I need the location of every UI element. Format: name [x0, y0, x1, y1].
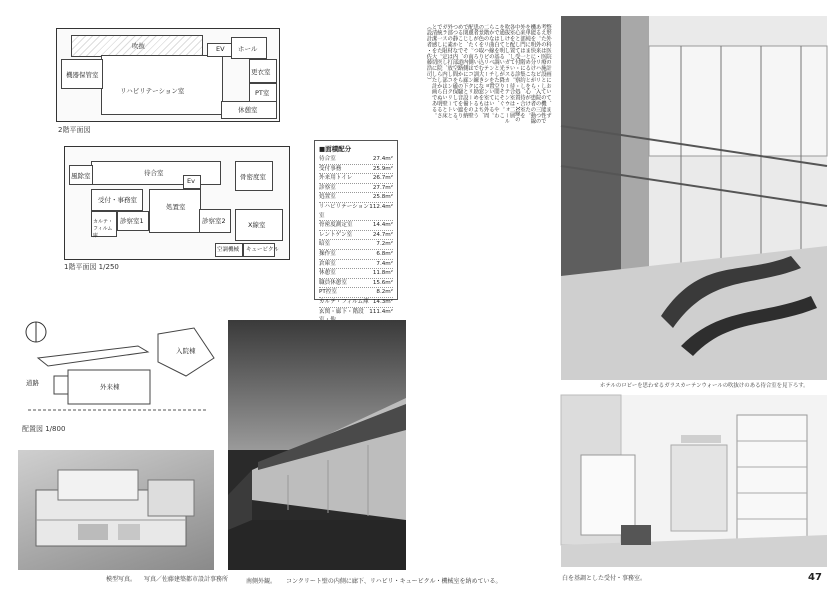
area-row-name: 休憩室: [319, 270, 336, 277]
archive-room: [91, 211, 117, 237]
text-column: 各室を配置している。待合室は二層: [508, 24, 515, 119]
lobby-caption: ホテルのロビーを思わせるガラスカーテンウォールの吹抜けのある待合室を見下ろす。: [600, 383, 809, 389]
area-row-name: 職員休憩室: [319, 279, 347, 286]
plan-title: 2階平面図: [58, 126, 91, 134]
text-column: を単純にまとめることを心がけた。: [524, 24, 531, 119]
model-caption-credit: 写真／佐藤建築都市設計事務所: [143, 576, 228, 583]
area-table-row: [319, 279, 393, 289]
interior-photo-reception-image: [561, 395, 827, 567]
text-column: で閉じ、その内側に廊下と設備を納: [461, 24, 468, 119]
area-row-name: 玄関・廊下・階段: [319, 308, 364, 315]
room-label: リハビリテーション室: [120, 87, 185, 95]
area-table-row: [319, 165, 393, 175]
site-plan-title: 配置図 1/800: [22, 425, 66, 433]
site-label-road: 道路: [26, 379, 39, 387]
area-table-row: [319, 260, 393, 270]
bone-density-room: [235, 161, 273, 191]
first-floor-plan: [64, 146, 290, 260]
text-column: つつ静かな内部空間を確保している。: [451, 24, 458, 125]
room-label: 更衣室: [251, 68, 271, 76]
interior-photo-lobby-image: [561, 16, 827, 380]
exterior-caption-desc: コンクリート壁の内側に廊下、リハビリ・キュービクル・機械室を納めている。: [285, 578, 502, 585]
text-column: で統一した。医院らしからぬ明るさ: [435, 24, 442, 119]
area-table-heading: ■面積配分: [319, 145, 352, 153]
reception-office: [91, 189, 143, 211]
cubicle: [243, 243, 279, 257]
area-row-name: 暗室: [319, 241, 331, 248]
area-row-value: 11.8m²: [372, 270, 393, 277]
exam-room-2: [199, 209, 231, 233]
area-row-value: 7.4m²: [376, 260, 393, 267]
area-table-row: [319, 240, 393, 250]
model-caption-label: 模型写真。: [106, 576, 137, 583]
model-caption: [106, 574, 228, 583]
area-row-name: リハビリテーション室: [319, 203, 369, 219]
locker-room: [249, 59, 277, 83]
site-label-outpatient: 外来棟: [100, 383, 120, 391]
area-row-value: 7.2m²: [376, 241, 393, 248]
text-column: 吹抜けとし、ガラスカーテンウォール: [503, 24, 510, 125]
interior-photo-reception: [561, 395, 827, 567]
exterior-photo: [228, 320, 406, 570]
room-label: X線室: [248, 221, 266, 229]
text-column: こでは白を基調とした空間に、やわ: [493, 24, 499, 119]
text-column: ある。外来・リハビリ・入院の三つの: [534, 24, 541, 125]
xray-room: [235, 209, 283, 241]
area-row-name: PT控室: [319, 289, 337, 296]
page-number: 47: [808, 572, 822, 583]
area-row-value: 27.7m²: [372, 184, 393, 191]
area-row-value: 15.6m²: [372, 279, 393, 286]
area-table: [314, 140, 398, 315]
room-label: ホール: [238, 45, 258, 53]
text-column: 配慮した。南側はコンクリートの壁: [467, 24, 473, 119]
area-table-row: [319, 203, 393, 221]
area-row-name: 倉庫室: [319, 260, 336, 267]
area-table-row: [319, 155, 393, 165]
room-label: 受付・事務室: [98, 196, 137, 204]
waiting-room: [91, 161, 221, 185]
room-label: 休憩室: [238, 106, 258, 114]
exam-room-1: [117, 211, 149, 231]
air-machine-room: [215, 243, 243, 257]
area-table-row: [319, 298, 393, 308]
text-column: 二階のリハビリテーション室は外周: [482, 24, 489, 119]
room-label: Ev: [187, 177, 195, 185]
void-area: [71, 35, 203, 57]
text-column: 患者がくつろいで訓練に励めるよう: [472, 24, 479, 119]
room-label: 診察室2: [202, 217, 226, 225]
rehab-room: [101, 55, 223, 115]
room-label: PT室: [255, 89, 270, 97]
windbreak-room: [69, 165, 93, 185]
area-row-name: 診察室: [319, 184, 336, 191]
room-label: 診察室1: [120, 217, 144, 225]
area-row-name: 受付事務: [319, 165, 342, 172]
storage-room: [61, 59, 103, 89]
rest-room: [221, 101, 277, 119]
area-row-value: 14.4m²: [372, 222, 393, 229]
area-row-name: 待合室: [319, 156, 336, 162]
interior-photo-lobby: [561, 16, 827, 380]
area-row-value: 27.4m²: [372, 156, 393, 162]
text-column: （設計者・佐藤浩司）: [425, 24, 432, 83]
text-column: 機能を明快に分けながら、患者の動線: [529, 24, 536, 125]
text-column: 中心として受付・診察・処置・X線の: [513, 24, 520, 123]
area-row-value: 25.8m²: [372, 194, 393, 201]
text-column: の景色を取り込む大きな窓をもち、: [477, 24, 484, 119]
room-label: 空調機械: [217, 247, 240, 253]
site-label-ward: 入院棟: [176, 347, 196, 355]
room-label: 処置室: [166, 203, 186, 211]
site-plan-drawing: [18, 318, 218, 418]
model-photo-image: [18, 450, 214, 570]
area-table-row: [319, 221, 393, 231]
area-table-row: [319, 193, 393, 203]
pt-room: [249, 83, 277, 103]
room-label: 吹抜: [132, 42, 145, 50]
text-column: 外部の素材は打放しコンクリートと: [446, 24, 453, 119]
area-row-name: レントゲン室: [319, 231, 353, 238]
area-row-value: 111.4m²: [369, 308, 393, 315]
area-table-row: [319, 231, 393, 241]
text-column: めることで、道路からの騒音を遮り: [456, 24, 463, 119]
room-label: 機器保管室: [66, 71, 99, 79]
area-table-rows: [319, 155, 393, 335]
area-row-value: 26.7m²: [372, 175, 393, 182]
area-row-name: カルテ・フィルム庫: [319, 298, 369, 305]
room-label: 風除室: [71, 172, 91, 180]
text-column: らかな曲線のベンチを置いている。: [487, 24, 494, 119]
site-plan: [18, 318, 218, 418]
area-table-row: [319, 288, 393, 298]
text-column: 考えたのは医療施設としての機能性で: [539, 24, 546, 125]
area-row-value: 112.4m²: [369, 203, 393, 210]
plan-title: 1階平面図 1/250: [64, 263, 119, 271]
model-photo: [18, 450, 214, 570]
text-column: 整形外科医院の計画において、まず: [545, 24, 551, 119]
hall: [231, 37, 267, 59]
area-table-row: [319, 184, 393, 194]
area-row-value: 24.7m²: [372, 231, 393, 238]
area-row-value: 25.9m²: [372, 165, 393, 172]
room-label: カルテ・フィルム庫: [93, 219, 114, 239]
area-row-name: 骨密度測定室: [319, 222, 353, 229]
area-row-name: 外来用トイレ: [319, 175, 353, 182]
room-label: EV: [216, 45, 225, 53]
exterior-photo-image: [228, 320, 406, 570]
second-floor-plan: [56, 28, 280, 122]
body-text: [424, 10, 552, 580]
exterior-caption-label: 南側外観。: [246, 578, 277, 585]
text-column: を通して明るい光が降りそそぐ。こ: [498, 24, 505, 119]
area-row-name: 操作室: [319, 250, 336, 257]
text-column: と清潔感を大切にした計画である。: [430, 24, 437, 119]
room-label: キュービクル: [246, 247, 279, 253]
reception-caption: 白を基調とした受付・事務室。: [562, 575, 647, 582]
area-row-name: 処置室: [319, 194, 336, 201]
text-column: ガラスに限定し、内部は白い壁と床: [441, 24, 447, 119]
room-label: 待合室: [144, 169, 164, 177]
elevator: [183, 175, 201, 189]
room-label: 骨密度室: [240, 173, 266, 181]
text-column: 外来部門は一階に集約し、待合室を: [519, 24, 525, 119]
area-row-value: 14.3m²: [372, 298, 393, 305]
treatment-room: [149, 189, 201, 233]
area-table-row: [319, 250, 393, 260]
area-row-value: 6.8m²: [376, 250, 393, 257]
area-table-row: [319, 174, 393, 184]
area-table-row: [319, 269, 393, 279]
area-row-value: 8.2m²: [376, 289, 393, 296]
elevator: [207, 43, 233, 57]
